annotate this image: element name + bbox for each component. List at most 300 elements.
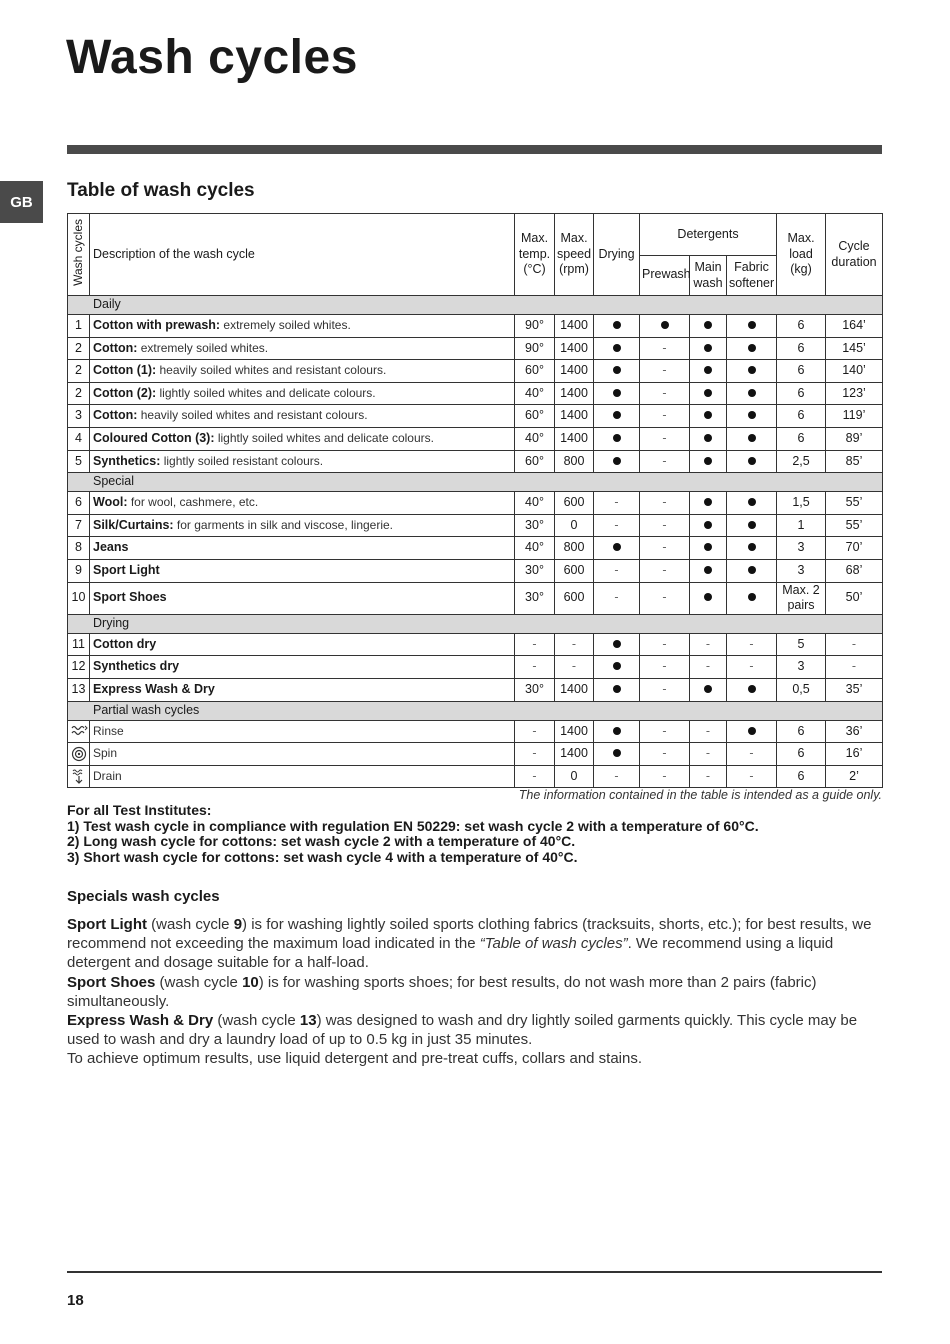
cycle-duration [826, 427, 883, 450]
dot-marker [704, 685, 712, 693]
drying [594, 360, 640, 383]
max-load [777, 633, 826, 656]
fabric-softener [727, 720, 777, 743]
cycle-detail: extremely soiled whites. [220, 317, 351, 332]
cycle-number [68, 360, 90, 383]
max-speed-value: 1400 [560, 340, 588, 355]
cycle-number: 9 [233, 916, 243, 933]
dot-marker [704, 389, 712, 397]
max-temp [515, 514, 555, 537]
fabric-softener [727, 765, 777, 788]
table-row [68, 382, 883, 405]
max-temp-value: 30° [525, 681, 544, 696]
cycle-detail: heavily soiled whites and resistant colours. [137, 408, 368, 423]
wash-cycles-table [67, 213, 883, 788]
prewash [640, 559, 690, 582]
cycle-duration-value: 68’ [845, 562, 863, 577]
cycle-duration-value: 50’ [845, 590, 863, 605]
cycle-detail: Spin [93, 746, 118, 761]
fabric-softener-value: - [749, 768, 754, 783]
cycle-number [68, 382, 90, 405]
max-load-value: 3 [797, 562, 805, 577]
dot-marker [704, 344, 712, 352]
max-temp-value: 30° [525, 517, 544, 532]
max-speed-value: 600 [563, 495, 585, 510]
max-speed [555, 720, 594, 743]
prewash-value: - [662, 453, 667, 468]
closing-paragraph: To achieve optimum results, use liquid detergent and pre-treat cuffs, collars and stains. [67, 1050, 643, 1068]
dot-marker [748, 727, 756, 735]
main-wash [690, 337, 727, 360]
cycle-detail: extremely soiled whites. [137, 340, 269, 355]
cycle-number [68, 405, 90, 428]
max-load [777, 743, 826, 766]
spin-icon [68, 746, 89, 762]
cycle-name: Wool: [93, 495, 128, 510]
prewash [640, 537, 690, 560]
prewash [640, 492, 690, 515]
drying [594, 743, 640, 766]
main-wash [690, 382, 727, 405]
drying [594, 450, 640, 473]
max-speed [555, 337, 594, 360]
max-speed [555, 582, 594, 614]
drying [594, 427, 640, 450]
max-temp [515, 559, 555, 582]
dot-marker [613, 366, 621, 374]
text-span: ) is for washing sports shoes; for best results, do not wash more than 2 pairs (fabric) simultaneously. [67, 973, 817, 1010]
max-temp-value: 30° [525, 562, 544, 577]
max-load [777, 559, 826, 582]
max-load-value: 6 [797, 746, 805, 761]
prewash [640, 720, 690, 743]
cycle-name: Synthetics: [93, 453, 161, 468]
max-speed [555, 765, 594, 788]
dot-marker [748, 685, 756, 693]
main-wash-value: - [705, 659, 711, 674]
cycle-number-value: 4 [75, 430, 82, 445]
max-speed-value: 1400 [560, 363, 588, 378]
sport-shoes-paragraph [67, 973, 882, 1011]
max-speed-value: 1400 [560, 746, 588, 761]
cycle-duration [826, 678, 883, 701]
prewash-value: - [662, 590, 667, 605]
prewash [640, 405, 690, 428]
cycle-number-value: 11 [72, 636, 85, 651]
specials-body [67, 915, 882, 1069]
cycle-number-value: 3 [75, 408, 82, 423]
max-speed-value: 1400 [560, 430, 588, 445]
max-load-value: 6 [797, 430, 805, 445]
max-load [777, 537, 826, 560]
max-temp [515, 765, 555, 788]
dot-marker [613, 662, 621, 670]
main-wash [690, 582, 727, 614]
prewash [640, 656, 690, 679]
dot-marker [748, 543, 756, 551]
cycle-name: Cotton dry [93, 636, 157, 651]
main-wash [690, 450, 727, 473]
prewash-value: - [662, 495, 667, 510]
main-wash [690, 559, 727, 582]
main-wash [690, 633, 727, 656]
max-speed [555, 743, 594, 766]
prewash-value: - [662, 746, 667, 761]
cycle-duration-value: 123’ [842, 385, 866, 400]
max-temp-value: 40° [525, 495, 544, 510]
max-temp-value: 40° [525, 540, 544, 555]
header-cycle-duration: Cycle duration [826, 214, 883, 296]
drying [594, 678, 640, 701]
max-load [777, 315, 826, 338]
cycle-duration [826, 582, 883, 614]
cycle-duration-value: 16’ [845, 746, 863, 761]
max-temp [515, 582, 555, 614]
prewash [640, 582, 690, 614]
max-speed [555, 427, 594, 450]
prewash [640, 514, 690, 537]
max-temp [515, 427, 555, 450]
max-temp-value: 60° [525, 453, 544, 468]
max-speed-value: 1400 [560, 385, 588, 400]
express-paragraph [67, 1011, 882, 1049]
max-temp-value: 40° [525, 430, 544, 445]
main-wash-value: - [705, 636, 711, 651]
max-speed-value: 1400 [560, 723, 588, 738]
dot-marker [748, 389, 756, 397]
main-wash [690, 656, 727, 679]
cycle-number [68, 582, 90, 614]
prewash [640, 427, 690, 450]
test-intro: For all Test Institutes: [67, 802, 212, 818]
table-body [68, 296, 883, 788]
cycle-duration [826, 405, 883, 428]
max-speed [555, 678, 594, 701]
max-temp [515, 720, 555, 743]
max-speed [555, 559, 594, 582]
dot-marker [748, 434, 756, 442]
test-institutes [67, 803, 882, 865]
max-load [777, 582, 826, 614]
cycle-description [90, 405, 515, 428]
max-speed [555, 656, 594, 679]
group-row [68, 701, 883, 720]
fabric-softener-value: - [749, 746, 754, 761]
cycle-detail: lightly soiled resistant colours. [160, 453, 324, 468]
dot-marker [748, 321, 756, 329]
prewash [640, 360, 690, 383]
header-fabric-softener: Fabric softener [727, 256, 777, 296]
table-note: The information contained in the table is intended as a guide only. [518, 788, 882, 802]
cycle-duration [826, 633, 883, 656]
fabric-softener [727, 405, 777, 428]
cycle-description [90, 337, 515, 360]
max-speed-value: 600 [563, 590, 585, 605]
dot-marker [748, 411, 756, 419]
drying [594, 537, 640, 560]
max-load-value: 1 [797, 517, 805, 532]
max-temp [515, 492, 555, 515]
table-row [68, 360, 883, 383]
dot-marker [661, 321, 669, 329]
prewash [640, 450, 690, 473]
cycle-duration [826, 450, 883, 473]
cycle-icon-cell [68, 720, 90, 743]
cycle-number [68, 337, 90, 360]
group-row [68, 473, 883, 492]
dot-marker [613, 457, 621, 465]
drying [594, 492, 640, 515]
drying [594, 559, 640, 582]
cycle-number-value: 2 [75, 385, 82, 400]
drying-value: - [614, 768, 619, 783]
max-load [777, 492, 826, 515]
prewash-value: - [662, 562, 667, 577]
cycle-description [90, 360, 515, 383]
max-load-value: 3 [797, 659, 805, 674]
cycle-duration [826, 559, 883, 582]
max-speed [555, 360, 594, 383]
max-speed [555, 315, 594, 338]
max-temp-value: 40° [525, 385, 544, 400]
max-load [777, 405, 826, 428]
table-row [68, 582, 883, 614]
max-load-value: 6 [797, 408, 805, 423]
header-main-wash: Main wash [690, 256, 727, 296]
max-temp [515, 382, 555, 405]
drying [594, 765, 640, 788]
drying [594, 337, 640, 360]
cycle-description [90, 678, 515, 701]
cycle-duration [826, 743, 883, 766]
max-temp [515, 537, 555, 560]
dot-marker [613, 344, 621, 352]
group-label: Drying [68, 614, 883, 633]
max-load [777, 382, 826, 405]
cycle-description [90, 720, 515, 743]
max-speed-value: - [571, 636, 577, 651]
prewash-value: - [662, 768, 667, 783]
max-temp [515, 743, 555, 766]
prewash [640, 743, 690, 766]
cycle-description [90, 656, 515, 679]
cycle-duration [826, 720, 883, 743]
max-temp-value: 90° [525, 340, 544, 355]
cycle-description [90, 537, 515, 560]
max-temp-value: 90° [525, 317, 544, 332]
max-temp-value: - [532, 746, 537, 761]
max-speed-value: 600 [563, 562, 585, 577]
max-speed-value: 800 [563, 540, 585, 555]
dot-marker [704, 434, 712, 442]
text-span: . We recommend using a liquid detergent and dosage suitable for a half-load. [67, 935, 834, 972]
cycle-number-value: 13 [71, 681, 86, 696]
cycle-number-value: 6 [75, 495, 82, 510]
cycle-detail: lightly soiled whites and delicate colours. [214, 430, 434, 445]
table-row [68, 720, 883, 743]
express-name: Express Wash & Dry [67, 1012, 214, 1030]
cycle-duration-value: 35’ [845, 681, 863, 696]
cycle-number-value: 1 [75, 317, 82, 332]
dot-marker [748, 498, 756, 506]
table-row [68, 427, 883, 450]
max-load [777, 656, 826, 679]
max-temp [515, 633, 555, 656]
cycle-name: Sport Light [93, 562, 160, 577]
dot-marker [613, 543, 621, 551]
drying [594, 720, 640, 743]
max-load-value: 6 [797, 723, 805, 738]
max-speed-value: 0 [570, 517, 578, 532]
max-temp-value: - [532, 636, 537, 651]
cycle-number [68, 492, 90, 515]
cycle-duration [826, 656, 883, 679]
table-row [68, 492, 883, 515]
dot-marker [704, 321, 712, 329]
dot-marker [613, 749, 621, 757]
cycle-duration-value: - [851, 659, 857, 674]
prewash [640, 678, 690, 701]
cycle-description [90, 315, 515, 338]
text-span: (wash cycle [146, 916, 234, 933]
max-speed [555, 537, 594, 560]
cycle-number [68, 450, 90, 473]
cycle-description [90, 450, 515, 473]
max-load-value: 5 [797, 636, 805, 651]
cycle-detail: heavily soiled whites and resistant colours. [156, 363, 387, 378]
max-load-value: 2,5 [792, 453, 810, 468]
cycle-duration-value: 119’ [842, 408, 866, 423]
max-load-value: 6 [797, 340, 805, 355]
header-description: Description of the wash cycle [90, 214, 515, 296]
max-load-value: Max. 2 pairs [782, 582, 820, 613]
table-row [68, 514, 883, 537]
dot-marker [748, 521, 756, 529]
cycle-duration-value: 70’ [845, 540, 863, 555]
table-row [68, 450, 883, 473]
drying [594, 382, 640, 405]
table-row [68, 337, 883, 360]
dot-marker [748, 593, 756, 601]
drain-icon [68, 768, 89, 786]
fabric-softener [727, 360, 777, 383]
cycle-number-value: 2 [75, 363, 82, 378]
prewash-value: - [662, 430, 667, 445]
table-row [68, 633, 883, 656]
prewash [640, 382, 690, 405]
max-load-value: 0,5 [792, 681, 810, 696]
main-wash [690, 315, 727, 338]
cycle-name: Cotton (1): [93, 363, 157, 378]
text-span: ) was designed to wash and dry lightly soiled garments quickly. This cycle may be used to wash and dry a laundry load of up to 0.5 kg in just 35 minutes. [67, 1012, 858, 1049]
prewash [640, 315, 690, 338]
max-temp-value: 30° [525, 590, 544, 605]
max-load [777, 450, 826, 473]
header-wash-cycles: Wash cycles [68, 214, 90, 296]
max-speed [555, 405, 594, 428]
fabric-softener [727, 450, 777, 473]
dot-marker [704, 593, 712, 601]
cycle-duration [826, 360, 883, 383]
fabric-softener [727, 492, 777, 515]
sport-light-name: Sport Light [67, 916, 147, 933]
header-max-load: Max. load (kg) [777, 214, 826, 296]
max-temp-value: - [532, 723, 537, 738]
prewash-value: - [662, 659, 667, 674]
cycle-number [68, 427, 90, 450]
fabric-softener [727, 337, 777, 360]
cycle-name: Sport Shoes [93, 590, 167, 605]
cycle-name: Cotton (2): [93, 385, 157, 400]
cycle-number [68, 537, 90, 560]
cycle-number-value: 2 [75, 340, 82, 355]
cycle-number [68, 656, 90, 679]
max-speed [555, 492, 594, 515]
cycle-duration [826, 765, 883, 788]
main-wash [690, 765, 727, 788]
dot-marker [613, 321, 621, 329]
max-load-value: 6 [797, 317, 805, 332]
cycle-name: Silk/Curtains: [93, 517, 174, 532]
cycle-number-value: 9 [75, 562, 82, 577]
cycle-description [90, 514, 515, 537]
cycle-number [68, 633, 90, 656]
prewash-value: - [662, 723, 667, 738]
cycle-duration-value: - [851, 636, 857, 651]
max-load-value: 3 [797, 540, 805, 555]
max-load [777, 427, 826, 450]
text-span: ) is for washing lightly soiled sports clothing fabrics (tracksuits, shorts, etc.); for best results, we recommend not exceeding the maximum load indicated in the [67, 916, 872, 953]
prewash-value: - [662, 385, 667, 400]
text-span: (wash cycle [155, 973, 243, 991]
main-wash [690, 405, 727, 428]
group-label: Daily [68, 296, 883, 315]
dot-marker [704, 498, 712, 506]
cycle-name: Coloured Cotton (3): [93, 430, 215, 445]
prewash [640, 337, 690, 360]
main-wash-value: - [705, 723, 711, 738]
max-speed-value: - [571, 659, 577, 674]
table-row [68, 656, 883, 679]
max-speed-value: 1400 [560, 408, 588, 423]
max-load-value: 6 [797, 768, 805, 783]
max-speed-value: 0 [570, 768, 578, 783]
rinse-icon [68, 724, 89, 738]
max-temp [515, 360, 555, 383]
table-reference: “Table of wash cycles” [479, 935, 628, 953]
group-label: Partial wash cycles [68, 701, 883, 720]
cycle-duration-value: 89’ [845, 430, 863, 445]
dot-marker [704, 543, 712, 551]
cycle-detail: for wool, cashmere, etc. [127, 495, 259, 510]
group-row [68, 296, 883, 315]
dot-marker [704, 457, 712, 465]
drying-value: - [614, 495, 619, 510]
fabric-softener [727, 633, 777, 656]
table-row [68, 678, 883, 701]
prewash-value: - [662, 517, 667, 532]
max-temp-value: - [532, 659, 537, 674]
header-detergents: Detergents [640, 214, 777, 256]
max-temp-value: 60° [525, 408, 544, 423]
max-load-value: 1,5 [792, 495, 810, 510]
cycle-duration-value: 2’ [849, 768, 859, 783]
main-wash [690, 537, 727, 560]
prewash [640, 633, 690, 656]
cycle-icon-cell [68, 765, 90, 788]
cycle-description [90, 559, 515, 582]
fabric-softener-value: - [749, 636, 754, 651]
